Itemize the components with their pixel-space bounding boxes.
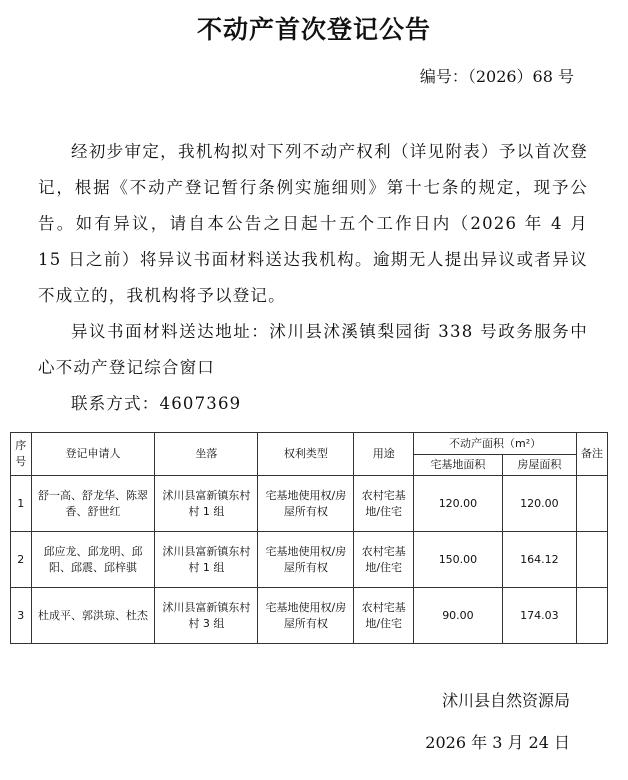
cell-location: 沭川县富新镇东村村 3 组 bbox=[155, 588, 258, 644]
header-usage: 用途 bbox=[354, 433, 414, 476]
header-area-group: 不动产面积（m²） bbox=[414, 433, 577, 455]
cell-house-area: 164.12 bbox=[502, 532, 576, 588]
cell-remark bbox=[577, 476, 608, 532]
cell-seq: 1 bbox=[11, 476, 32, 532]
cell-land-area: 90.00 bbox=[414, 588, 503, 644]
cell-land-area: 150.00 bbox=[414, 532, 503, 588]
table-row bbox=[11, 532, 608, 588]
header-applicant: 登记申请人 bbox=[31, 433, 155, 476]
cell-usage: 农村宅基地/住宅 bbox=[354, 588, 414, 644]
cell-remark bbox=[577, 532, 608, 588]
cell-usage: 农村宅基地/住宅 bbox=[354, 476, 414, 532]
cell-house-area: 174.03 bbox=[502, 588, 576, 644]
cell-location: 沭川县富新镇东村村 1 组 bbox=[155, 532, 258, 588]
header-house-area: 房屋面积 bbox=[502, 455, 576, 476]
table-row bbox=[11, 588, 608, 644]
cell-right-type: 宅基地使用权/房屋所有权 bbox=[258, 588, 354, 644]
cell-right-type: 宅基地使用权/房屋所有权 bbox=[258, 532, 354, 588]
cell-right-type: 宅基地使用权/房屋所有权 bbox=[258, 476, 354, 532]
cell-applicant: 舒一高、舒龙华、陈翠香、舒世红 bbox=[31, 476, 155, 532]
cell-house-area: 120.00 bbox=[502, 476, 576, 532]
signature-date: 2026 年 3 月 24 日 bbox=[425, 733, 570, 752]
signature-organization: 沭川县自然资源局 bbox=[441, 691, 570, 710]
cell-applicant: 邱应龙、邱龙明、邱阳、邱震、邱梓骐 bbox=[31, 532, 155, 588]
page-title: 不动产首次登记公告 bbox=[196, 15, 431, 44]
cell-applicant: 杜成平、郭洪琼、杜杰 bbox=[31, 588, 155, 644]
header-right-type: 权利类型 bbox=[258, 433, 354, 476]
cell-land-area: 120.00 bbox=[414, 476, 503, 532]
cell-usage: 农村宅基地/住宅 bbox=[354, 532, 414, 588]
cell-seq: 3 bbox=[11, 588, 32, 644]
announcement-paragraph: 经初步审定，我机构拟对下列不动产权利（详见附表）予以首次登记，根据《不动产登记暂行条例实施细则》第十七条的规定，现予公告。如有异议，请自本公告之日起十五个工作日内（2026 年 4 月 15 日之前）将异议书面材料送达我机构。逾期无人提出异议或者异议不成立的，我机构将予以登记。 bbox=[38, 142, 588, 305]
header-seq: 序号 bbox=[11, 433, 32, 476]
announcement-body bbox=[38, 134, 588, 422]
header-land-area: 宅基地面积 bbox=[414, 455, 503, 476]
cell-seq: 2 bbox=[11, 532, 32, 588]
table-row bbox=[11, 476, 608, 532]
cell-location: 沭川县富新镇东村村 1 组 bbox=[155, 476, 258, 532]
objection-address: 异议书面材料送达地址：沭川县沭溪镇梨园街 338 号政务服务中心不动产登记综合窗口 bbox=[38, 322, 588, 377]
contact-info: 联系方式：4607369 bbox=[71, 394, 242, 413]
header-remark: 备注 bbox=[577, 433, 608, 476]
header-location: 坐落 bbox=[155, 433, 258, 476]
cell-remark bbox=[577, 588, 608, 644]
document-number: 编号：（2026）68 号 bbox=[419, 67, 574, 86]
registration-table bbox=[10, 432, 608, 644]
